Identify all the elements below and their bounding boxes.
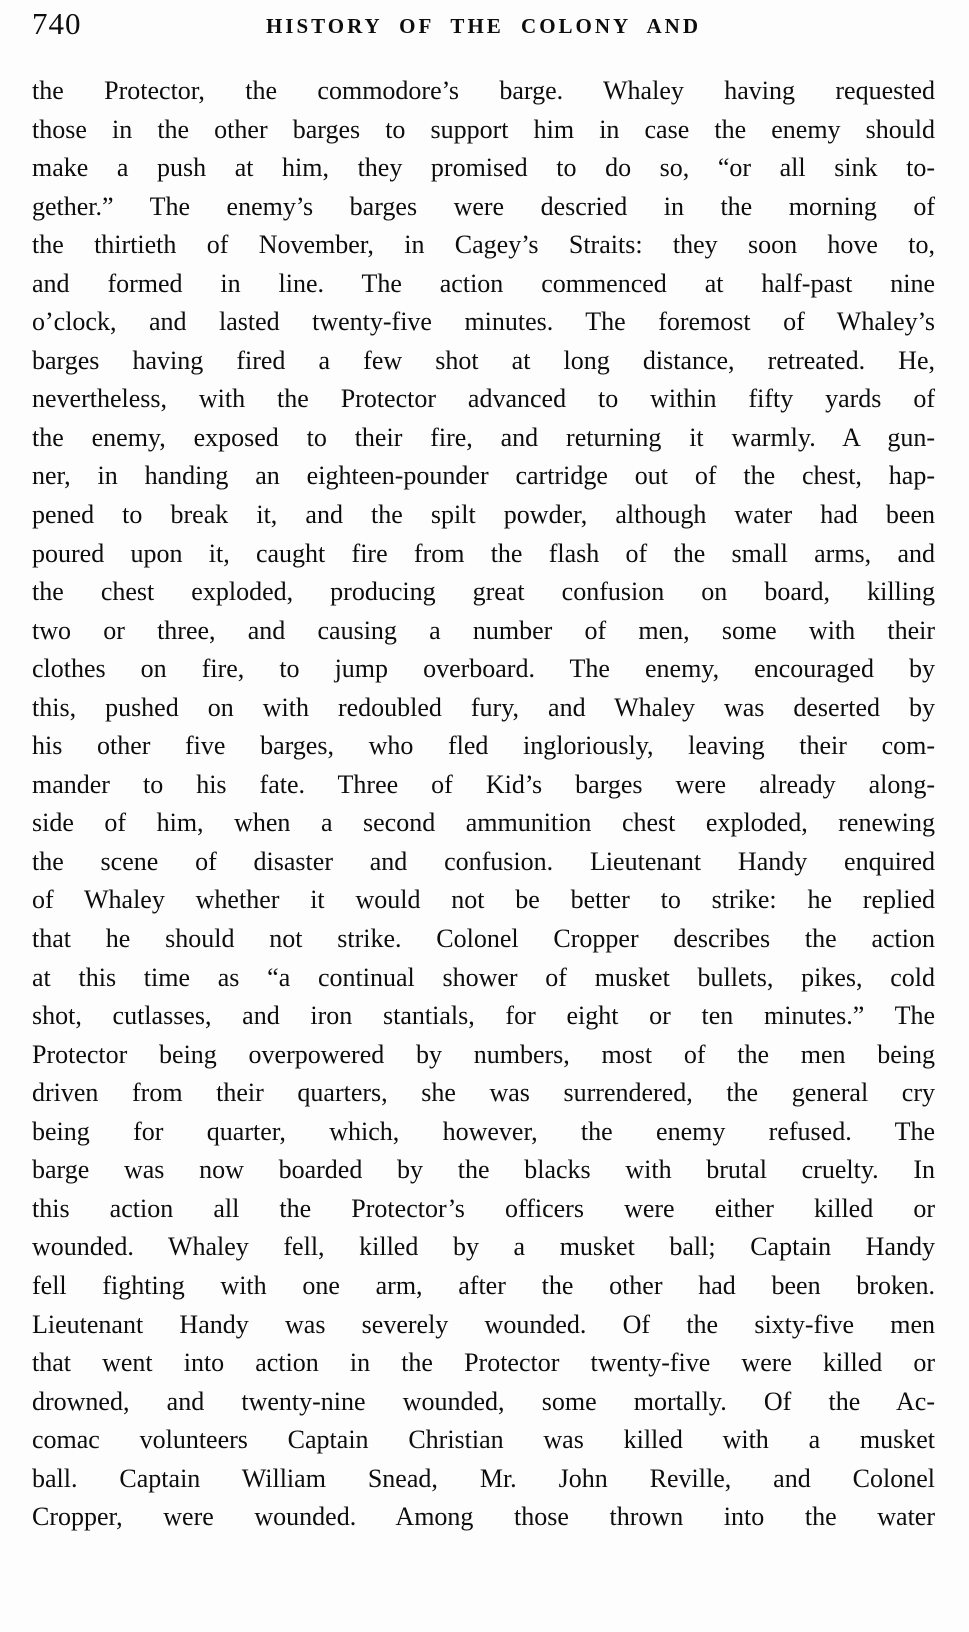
text-line: nevertheless, with the Protector advanced to within fifty yards of: [32, 384, 935, 414]
text-line: the chest exploded, producing great confusion on board, killing: [32, 577, 935, 607]
text-line: that went into action in the Protector twenty-five were killed or: [32, 1348, 935, 1378]
text-line: gether.” The enemy’s barges were descried in the morning of: [32, 191, 935, 221]
text-line: that he should not strike. Colonel Cropper describes the action: [32, 924, 935, 954]
text-line: this, pushed on with redoubled fury, and Whaley was deserted by: [32, 692, 935, 722]
page-header: [32, 4, 935, 48]
text-line: driven from their quarters, she was surrendered, the general cry: [32, 1078, 935, 1108]
text-line: barge was now boarded by the blacks with brutal cruelty. In: [32, 1155, 935, 1185]
body-text: [32, 72, 935, 1537]
text-line: barges having fired a few shot at long distance, retreated. He,: [32, 345, 935, 375]
text-line: fell fighting with one arm, after the other had been broken.: [32, 1270, 935, 1300]
text-line: clothes on fire, to jump overboard. The enemy, encouraged by: [32, 654, 935, 684]
text-line: the thirtieth of November, in Cagey’s Straits: they soon hove to,: [32, 230, 935, 260]
text-line: the enemy, exposed to their fire, and returning it warmly. A gun-: [32, 422, 935, 452]
text-line: shot, cutlasses, and iron stantials, for eight or ten minutes.” The: [32, 1001, 935, 1031]
text-line: mander to his fate. Three of Kid’s barges were already along-: [32, 769, 935, 799]
text-line: drowned, and twenty-nine wounded, some mortally. Of the Ac-: [32, 1386, 935, 1416]
text-line: ball. Captain William Snead, Mr. John Reville, and Colonel: [32, 1463, 935, 1493]
text-line: the Protector, the commodore’s barge. Whaley having requested: [32, 76, 935, 105]
text-line: at this time as “a continual shower of musket bullets, pikes, cold: [32, 962, 935, 992]
text-line: those in the other barges to support him in case the enemy should: [32, 114, 935, 144]
text-line: wounded. Whaley fell, killed by a musket ball; Captain Handy: [32, 1232, 935, 1262]
text-line: pened to break it, and the spilt powder, although water had been: [32, 500, 935, 530]
text-line: o’clock, and lasted twenty-five minutes. The foremost of Whaley’s: [32, 307, 935, 337]
page-number: 740: [32, 6, 82, 41]
text-line: Protector being overpowered by numbers, most of the men being: [32, 1039, 935, 1069]
text-line: Lieutenant Handy was severely wounded. Of the sixty-five men: [32, 1309, 935, 1339]
text-line: side of him, when a second ammunition chest exploded, renewing: [32, 808, 935, 838]
text-line: his other five barges, who fled ingloriously, leaving their com-: [32, 731, 935, 761]
text-line: and formed in line. The action commenced at half-past nine: [32, 268, 935, 298]
text-line: poured upon it, caught fire from the flash of the small arms, and: [32, 538, 935, 568]
text-line: make a push at him, they promised to do so, “or all sink to-: [32, 153, 935, 183]
text-line: two or three, and causing a number of men, some with their: [32, 615, 935, 645]
text-line: this action all the Protector’s officers were either killed or: [32, 1193, 935, 1223]
text-line: the scene of disaster and confusion. Lieutenant Handy enquired: [32, 846, 935, 876]
text-line: Cropper, were wounded. Among those thrown into the water: [32, 1502, 935, 1532]
running-title: HISTORY OF THE COLONY AND: [265, 14, 702, 38]
text-line: of Whaley whether it would not be better to strike: he replied: [32, 885, 935, 915]
text-line: ner, in handing an eighteen-pounder cartridge out of the chest, hap-: [32, 461, 935, 491]
text-line: comac volunteers Captain Christian was killed with a musket: [32, 1425, 935, 1455]
text-line: being for quarter, which, however, the enemy refused. The: [32, 1116, 935, 1146]
